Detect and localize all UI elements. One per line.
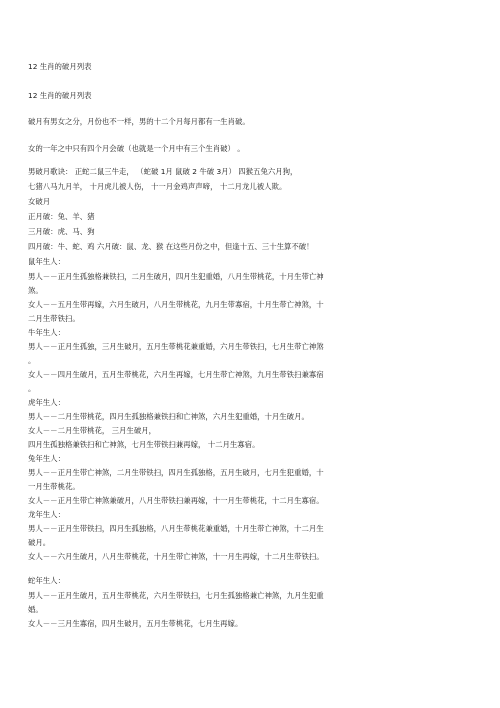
section-heading: 虎年生人： — [28, 398, 65, 407]
text-line: 男人－－正月生孤独，三月生破月，五月生带桃花兼重婚，六月生带铁扫，七月生带亡神煞 — [28, 342, 324, 351]
section-heading: 女破月 — [28, 197, 51, 206]
text-line: 女人－－正月生带亡神煞兼破月，八月生带铁扫兼再嫁，十一月生带桃花，十二月生寡宿。 — [28, 496, 324, 505]
text-line: 婚。 — [28, 605, 43, 614]
text-line: 破月有男女之分，月份也不一样，男的十二个月每月都有一生肖破。 — [28, 117, 250, 126]
text-line: 一月生带桃花。 — [28, 482, 80, 491]
section-heading: 蛇年生人： — [28, 576, 65, 585]
section-heading: 兔年生人： — [28, 454, 65, 463]
text-line: 男人－－正月生带铁扫，四月生孤独格，八月生带桃花兼重婚，十月生带亡神煞，十二月生 — [28, 524, 324, 533]
text-line: 。 — [28, 384, 36, 393]
text-line: 四月破：牛、蛇、鸡 六月破：鼠、龙、猴 在这些月份之中，但逢十五、三十生算不破！ — [28, 242, 314, 251]
text-line: 。 — [28, 356, 36, 365]
text-line: 男人－－正月生破月，五月生带桃花，六月生带铁扫，七月生孤独格兼亡神煞，九月生犯重 — [28, 591, 324, 600]
text-line: 男人－－二月生带桃花，四月生孤独格兼铁扫和亡神煞，六月生犯重婚，十月生破月。 — [28, 412, 309, 421]
document-title: 12 生肖的破月列表 — [28, 62, 92, 71]
text-line: 正月破：兔、羊、猪 — [28, 212, 95, 221]
text-line: 女人－－五月生带再嫁，六月生破月，八月生带桃花，九月生带寡宿，十月生带亡神煞，十 — [28, 300, 324, 309]
text-line: 二月生带铁扫。 — [28, 314, 80, 323]
subtitle: 12 生肖的破月列表 — [28, 91, 92, 100]
text-line: 女人－－三月生寡宿，四月生破月，五月生带桃花，七月生再嫁。 — [28, 619, 243, 628]
section-heading: 牛年生人： — [28, 328, 65, 337]
text-line: 男破月歌诀： 正蛇二鼠三牛走， （蛇破 1月 鼠破 2 牛破 3月） 四猴五兔六月狗， — [28, 167, 298, 176]
text-line: 男人－－正月生带亡神煞，二月生带铁扫，四月生孤独格，五月生破月，七月生犯重婚，十 — [28, 468, 324, 477]
text-line: 七猪八马九月羊， 十月虎儿被人伤， 十一月金鸡声声啼， 十二月龙儿被人欺。 — [28, 182, 287, 191]
text-line: 三月破：虎、马、狗 — [28, 227, 95, 236]
section-heading: 鼠年生人： — [28, 257, 65, 266]
section-heading: 龙年生人： — [28, 510, 65, 519]
text-line: 煞。 — [28, 286, 43, 295]
text-line: 四月生孤独格兼铁扫和亡神煞，七月生带铁扫兼再嫁， 十二月生寡宿。 — [28, 440, 260, 449]
text-line: 女人－－六月生破月，八月生带桃花，十月生带亡神煞，十一月生再嫁，十二月生带铁扫。 — [28, 552, 324, 561]
text-line: 男人－－正月生孤独格兼铁扫，二月生破月，四月生犯重婚，八月生带桃花，十月生带亡神 — [28, 272, 324, 281]
text-line: 破月。 — [28, 538, 51, 547]
text-line: 女的一年之中只有四个月会破（也就是一个月中有三个生肖破） 。 — [28, 144, 245, 153]
text-line: 女人－－二月生带桃花， 三月生破月， — [28, 426, 156, 435]
text-line: 女人－－四月生破月，五月生带桃花，六月生再嫁，七月生带亡神煞，九月生带铁扫兼寡宿 — [28, 370, 324, 379]
